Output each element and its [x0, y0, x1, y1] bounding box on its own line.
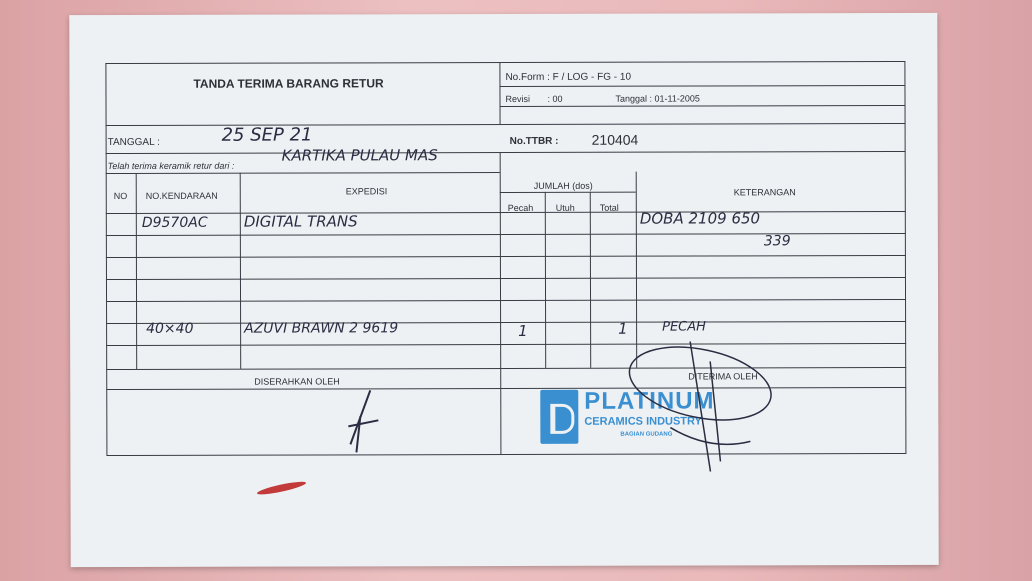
date-value: 25 SEP 21 [221, 124, 313, 146]
col-pecah: Pecah [507, 202, 534, 213]
row1-keterangan: DOBA 2109 650 [639, 209, 761, 228]
col-jumlah: JUMLAH (dos) [533, 180, 593, 191]
revision-label: Revisi [505, 93, 531, 104]
stamp-logo-icon [540, 390, 578, 444]
received-by-label: DITERIMA OLEH [688, 371, 758, 382]
revision-date: Tanggal : 01-11-2005 [615, 93, 700, 104]
ink-smudge [256, 479, 306, 496]
form-title: TANDA TERIMA BARANG RETUR [193, 76, 384, 91]
handed-over-by-label: DISERAHKAN OLEH [254, 376, 340, 387]
col-utuh: Utuh [555, 202, 575, 213]
row2-expedisi: AZUVI BRAWN 2 9619 [244, 320, 399, 337]
stamp-brand: PLATINUM [584, 387, 715, 415]
stamp-subtitle: CERAMICS INDUSTRY [584, 415, 702, 428]
signature-left [330, 386, 390, 456]
row2-kendaraan: 40×40 [146, 320, 194, 337]
revision-value: : 00 [547, 93, 563, 104]
row1-expedisi: DIGITAL TRANS [243, 212, 358, 231]
col-no: NO [113, 190, 128, 202]
row2-total: 1 [618, 319, 628, 338]
col-total: Total [599, 202, 619, 213]
signature-right [600, 331, 780, 481]
col-keterangan: KETERANGAN [733, 187, 796, 198]
received-from-label: Telah terima keramik retur dari : [107, 160, 235, 172]
row2-pecah: 1 [518, 321, 528, 340]
col-expedisi: EXPEDISI [345, 186, 388, 197]
ttbr-value: 210404 [591, 131, 639, 148]
return-receipt-form [69, 13, 938, 567]
received-from-value: KARTIKA PULAU MAS [281, 146, 438, 165]
date-label: TANGGAL : [107, 136, 160, 149]
row2-keterangan: PECAH [662, 319, 706, 335]
form-number: No.Form : F / LOG - FG - 10 [505, 71, 632, 83]
ttbr-label: No.TTBR : [509, 135, 559, 147]
col-kendaraan: NO.KENDARAAN [145, 190, 218, 201]
stamp-place: BAGIAN GUDANG [620, 431, 673, 438]
row1-kendaraan: D9570AC [141, 214, 208, 231]
row1-keterangan-2: 339 [763, 233, 791, 250]
